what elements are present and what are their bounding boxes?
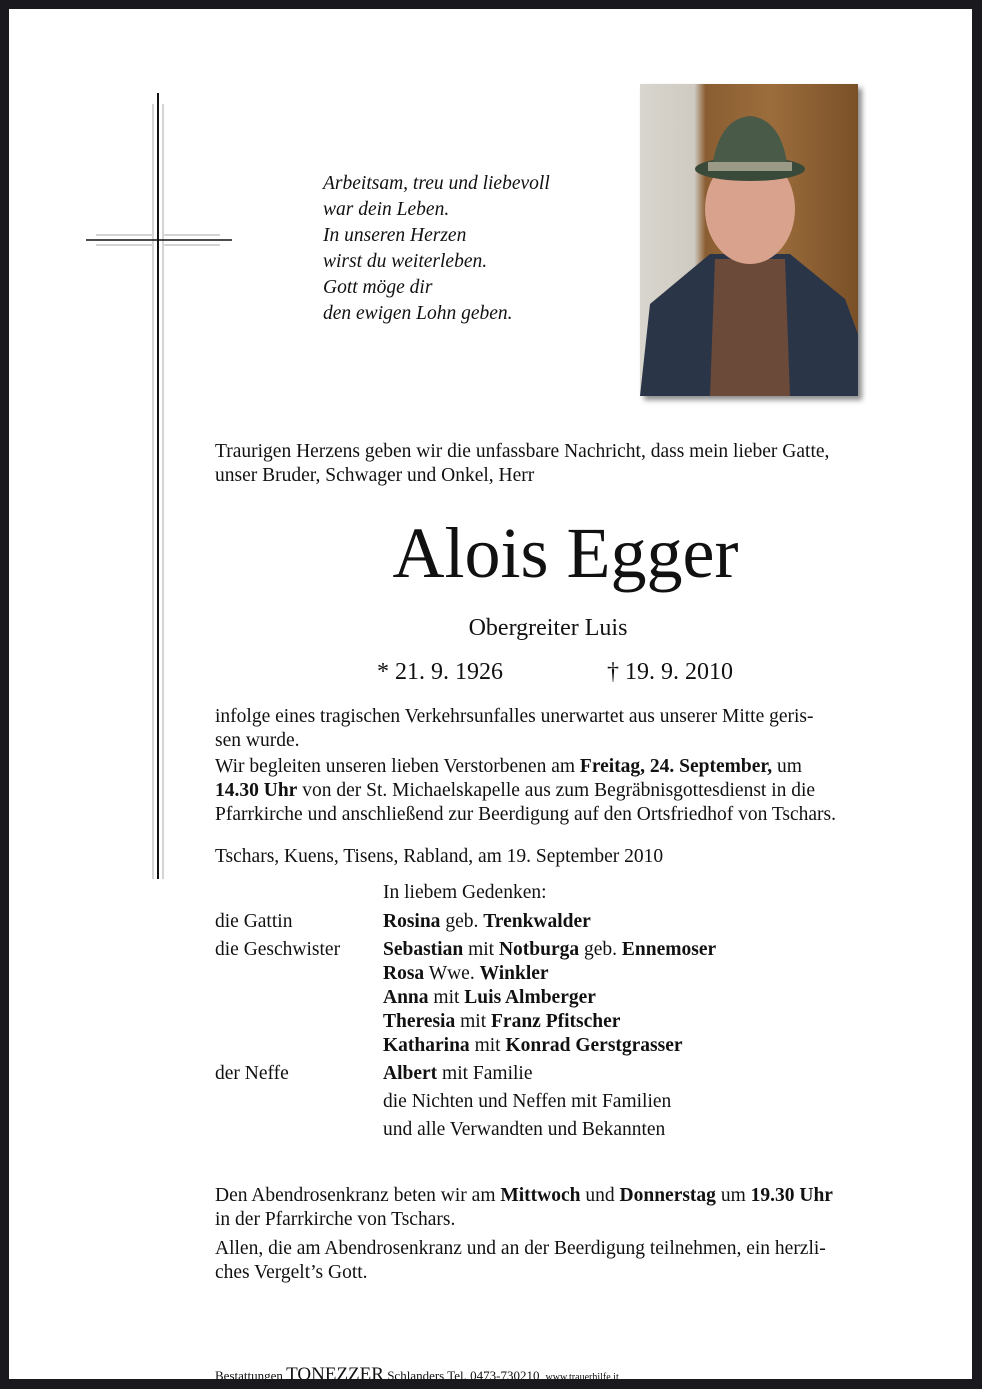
- mourner-names: Sebastian mit Notburga geb. Ennemoser: [383, 939, 717, 960]
- mourner-role: die Geschwister: [215, 939, 341, 960]
- portrait-photo: [640, 84, 858, 396]
- place-date: Tschars, Kuens, Tisens, Rabland, am 19. September 2010: [215, 846, 664, 867]
- birth-date: * 21. 9. 1926: [377, 659, 503, 685]
- text-line: Wir begleiten unseren lieben Verstorbenen am Freitag, 24. September, um: [215, 756, 802, 777]
- intro-text: [215, 440, 829, 488]
- death-date: † 19. 9. 2010: [607, 659, 733, 685]
- obituary-page: [9, 9, 972, 1385]
- text-line: ches Vergelt’s Gott.: [215, 1262, 368, 1283]
- poem: [323, 171, 550, 327]
- poem-line: Arbeitsam, treu und liebevoll: [323, 173, 550, 194]
- text-line: in der Pfarrkirche von Tschars.: [215, 1209, 456, 1230]
- mourner-role: die Gattin: [215, 911, 293, 932]
- text-line: sen wurde.: [215, 730, 300, 751]
- poem-line: Gott möge dir: [323, 277, 433, 298]
- rosary-text: [215, 1184, 915, 1285]
- text-line: Traurigen Herzens geben wir die unfassbare Nachricht, dass mein lieber Gatte,: [215, 441, 830, 462]
- mourner-role: der Neffe: [215, 1063, 289, 1084]
- poem-line: war dein Leben.: [323, 199, 450, 220]
- mourner-names: Theresia mit Franz Pfitscher: [383, 1011, 621, 1032]
- mourner-names: Rosina geb. Trenkwalder: [383, 911, 591, 932]
- funeral-home-footer: Bestattungen TONEZZER Schlanders Tel. 0473-730210 www.trauerhilfe.it: [215, 1364, 619, 1385]
- poem-line: In unseren Herzen: [323, 225, 467, 246]
- poem-line: wirst du weiterleben.: [323, 251, 488, 272]
- text-line: unser Bruder, Schwager und Onkel, Herr: [215, 465, 535, 486]
- deceased-name: Alois Egger: [392, 513, 739, 593]
- announcement-text: [215, 705, 915, 869]
- poem-line: den ewigen Lohn geben.: [323, 303, 513, 324]
- mourner-names: und alle Verwandten und Bekannten: [383, 1119, 666, 1140]
- text-line: infolge eines tragischen Verkehrsunfalles unerwartet aus unserer Mitte geris-: [215, 706, 814, 727]
- mourner-names: Albert mit Familie: [383, 1063, 533, 1084]
- text-line: 14.30 Uhr von der St. Michaelskapelle aus zum Begräbnisgottesdienst in die: [215, 780, 816, 801]
- cross-icon: [84, 89, 234, 879]
- mourner-names: Katharina mit Konrad Gerstgrasser: [383, 1035, 683, 1056]
- text-line: Den Abendrosenkranz beten wir am Mittwoch und Donnerstag um 19.30 Uhr: [215, 1185, 833, 1206]
- in-memory-heading: In liebem Gedenken:: [383, 882, 547, 903]
- mourner-names: Rosa Wwe. Winkler: [383, 963, 549, 984]
- nickname: Obergreiter Luis: [468, 615, 628, 641]
- mourner-names: Anna mit Luis Almberger: [383, 987, 596, 1008]
- mourner-names: die Nichten und Neffen mit Familien: [383, 1091, 672, 1112]
- text-line: Pfarrkirche und anschließend zur Beerdigung auf den Ortsfriedhof von Tschars.: [215, 804, 836, 825]
- text-line: Allen, die am Abendrosenkranz und an der Beerdigung teilnehmen, ein herzli-: [215, 1238, 826, 1259]
